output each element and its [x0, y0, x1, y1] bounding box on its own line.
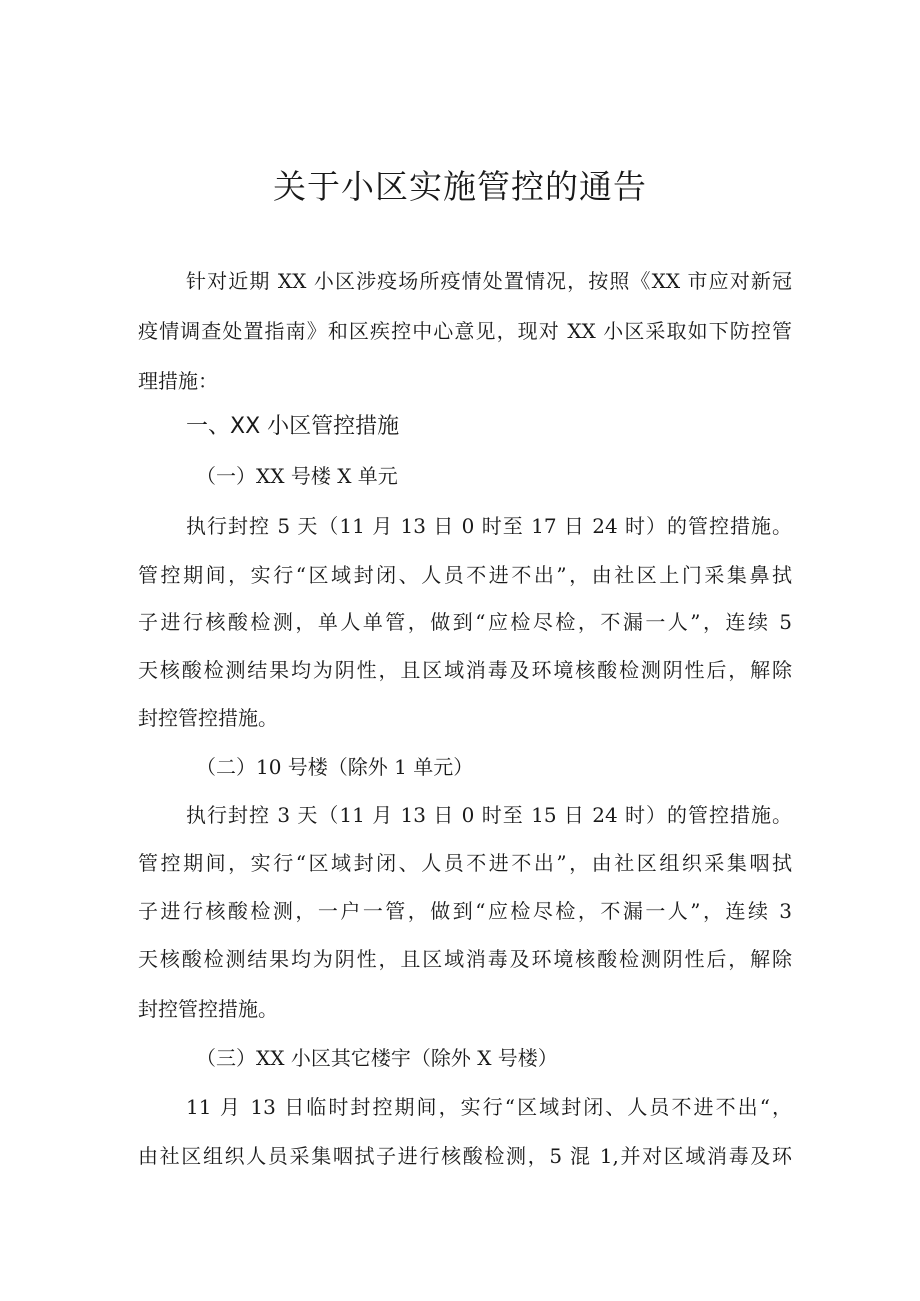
paragraph-line: 封控管控措施。	[138, 997, 278, 1021]
paragraph-line: 11 月 13 日临时封控期间，实行“区域封闭、人员不进不出“，	[186, 1095, 792, 1119]
paragraph-line: 天核酸检测结果均为阴性，且区域消毒及环境核酸检测阴性后，解除	[138, 658, 792, 682]
paragraph-line: 管控期间，实行“区域封闭、人员不进不出”，由社区组织采集咽拭	[138, 851, 792, 875]
document-title: 关于小区实施管控的通告	[273, 167, 647, 206]
paragraph-line: 管控期间，实行“区域封闭、人员不进不出”，由社区上门采集鼻拭	[138, 563, 792, 587]
paragraph-line: 执行封控 5 天（11 月 13 日 0 时至 17 日 24 时）的管控措施。	[186, 514, 792, 538]
section-heading: 一、XX 小区管控措施	[186, 414, 400, 439]
paragraph-line: 子进行核酸检测，单人单管，做到“应检尽检，不漏一人”，连续 5	[138, 610, 792, 634]
subsection-heading: （二）10 号楼（除外 1 单元）	[196, 755, 474, 779]
paragraph-line: 针对近期 XX 小区涉疫场所疫情处置情况，按照《XX 市应对新冠	[186, 269, 792, 293]
paragraph-line: 执行封控 3 天（11 月 13 日 0 时至 15 日 24 时）的管控措施。	[186, 803, 792, 827]
paragraph-line: 由社区组织人员采集咽拭子进行核酸检测，5 混 1,并对区域消毒及环	[138, 1144, 792, 1168]
subsection-heading: （一）XX 号楼 X 单元	[196, 464, 398, 488]
paragraph-line: 疫情调查处置指南》和区疾控中心意见，现对 XX 小区采取如下防控管	[138, 319, 792, 343]
paragraph-line: 天核酸检测结果均为阴性，且区域消毒及环境核酸检测阴性后，解除	[138, 947, 792, 971]
paragraph-line: 封控管控措施。	[138, 706, 278, 730]
subsection-heading: （三）XX 小区其它楼宇（除外 X 号楼）	[196, 1046, 558, 1070]
paragraph-line: 子进行核酸检测，一户一管，做到“应检尽检，不漏一人”，连续 3	[138, 899, 792, 923]
paragraph-line: 理措施：	[138, 369, 218, 393]
